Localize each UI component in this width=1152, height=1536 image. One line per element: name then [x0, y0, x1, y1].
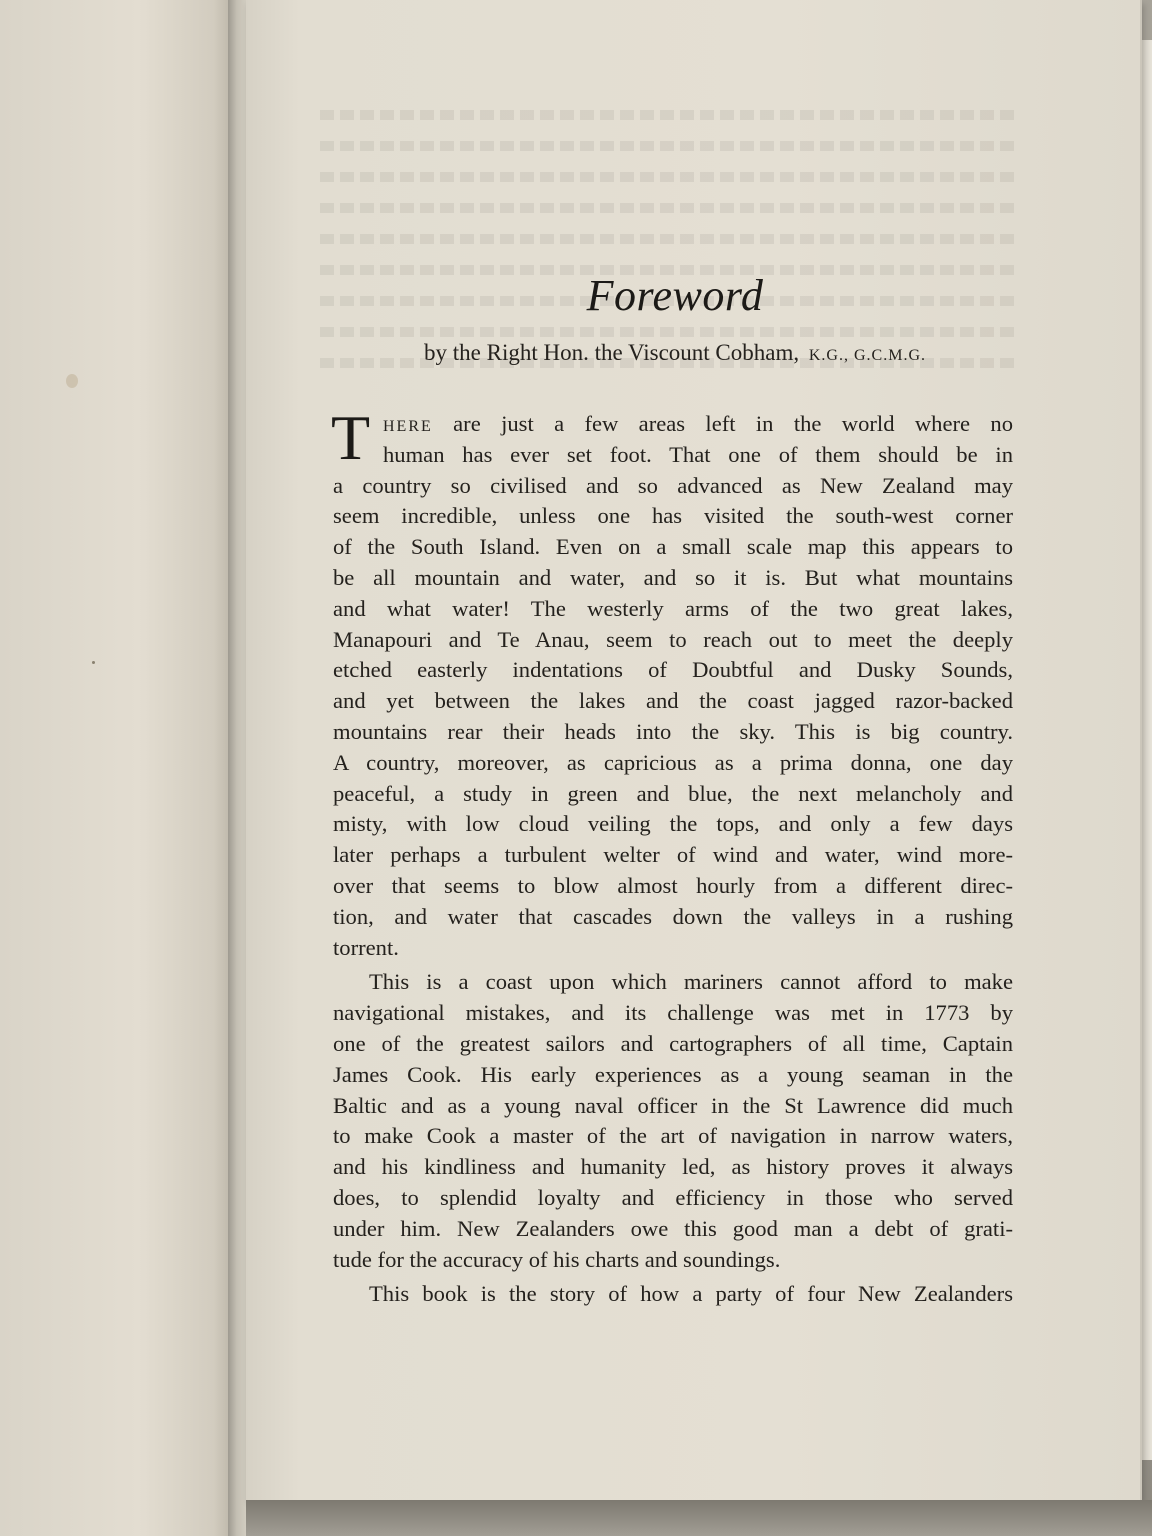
- lead-small-caps: HERE: [383, 418, 433, 435]
- drop-cap: T: [331, 402, 371, 473]
- paper-speck: [92, 661, 95, 664]
- body-text: [331, 402, 1013, 1310]
- text-line: later perhaps a turbulent welter of wind and water, wind more-: [333, 842, 1013, 868]
- text-line: torrent.: [333, 934, 399, 960]
- paragraph-3: [333, 1279, 1013, 1310]
- text-line: James Cook. His early experiences as a young seaman in the: [333, 1061, 1013, 1087]
- text-line-content: are just a few areas left in the world where no: [453, 411, 1013, 436]
- text-line: A country, moreover, as capricious as a prima donna, one day: [333, 749, 1013, 775]
- byline-text: by the Right Hon. the Viscount Cobham,: [424, 340, 800, 365]
- table-surface: [246, 1500, 1152, 1536]
- text-line: peaceful, a study in green and blue, the next melancholy and: [333, 780, 1013, 806]
- text-line: This book is the story of how a party of four New Zealanders: [369, 1281, 1013, 1307]
- paragraph-2: [333, 967, 1013, 1275]
- text-line: navigational mistakes, and its challenge was met in 1773 by: [333, 1000, 1013, 1026]
- text-line: one of the greatest sailors and cartographers of all time, Captain: [333, 1030, 1013, 1056]
- paper-stain: [66, 374, 78, 388]
- text-line: of the South Island. Even on a small scale map this appears to: [333, 534, 1013, 560]
- text-line: over that seems to blow almost hourly from a different direc-: [333, 872, 1013, 898]
- text-line: does, to splendid loyalty and efficiency in those who served: [333, 1184, 1013, 1210]
- text-line: This is a coast upon which mariners cannot afford to make: [369, 969, 1013, 995]
- text-line: and his kindliness and humanity led, as history proves it always: [333, 1154, 1013, 1180]
- text-line: to make Cook a master of the art of navigation in narrow waters,: [333, 1123, 1013, 1149]
- page-title: Foreword: [586, 271, 764, 320]
- byline: [320, 340, 1030, 366]
- text-line: seem incredible, unless one has visited the south-west corner: [333, 503, 1013, 529]
- text-line: mountains rear their heads into the sky. This is big country.: [333, 718, 1013, 744]
- text-line: a country so civilised and so advanced as New Zealand may: [333, 472, 1013, 498]
- text-line: Manapouri and Te Anau, seem to reach out to meet the deeply: [333, 626, 1013, 652]
- text-line: tion, and water that cascades down the valleys in a rushing: [333, 903, 1013, 929]
- byline-honours: K.G., G.C.M.G.: [808, 347, 926, 364]
- text-line: under him. New Zealanders owe this good man a debt of grati-: [333, 1215, 1013, 1241]
- text-line: misty, with low cloud veiling the tops, and only a few days: [333, 811, 1013, 837]
- text-line: [383, 409, 1013, 440]
- text-line: and yet between the lakes and the coast jagged razor-backed: [333, 688, 1013, 714]
- paragraph-1: [331, 402, 1013, 963]
- text-line: and what water! The westerly arms of the two great lakes,: [333, 595, 1013, 621]
- text-line: tude for the accuracy of his charts and soundings.: [333, 1246, 781, 1272]
- text-line: etched easterly indentations of Doubtful and Dusky Sounds,: [333, 657, 1013, 683]
- text-line: be all mountain and water, and so it is. But what mountains: [333, 564, 1013, 590]
- text-line: Baltic and as a young naval officer in the St Lawrence did much: [333, 1092, 1013, 1118]
- left-page: [0, 0, 232, 1536]
- text-line: human has ever set foot. That one of them should be in: [383, 441, 1013, 467]
